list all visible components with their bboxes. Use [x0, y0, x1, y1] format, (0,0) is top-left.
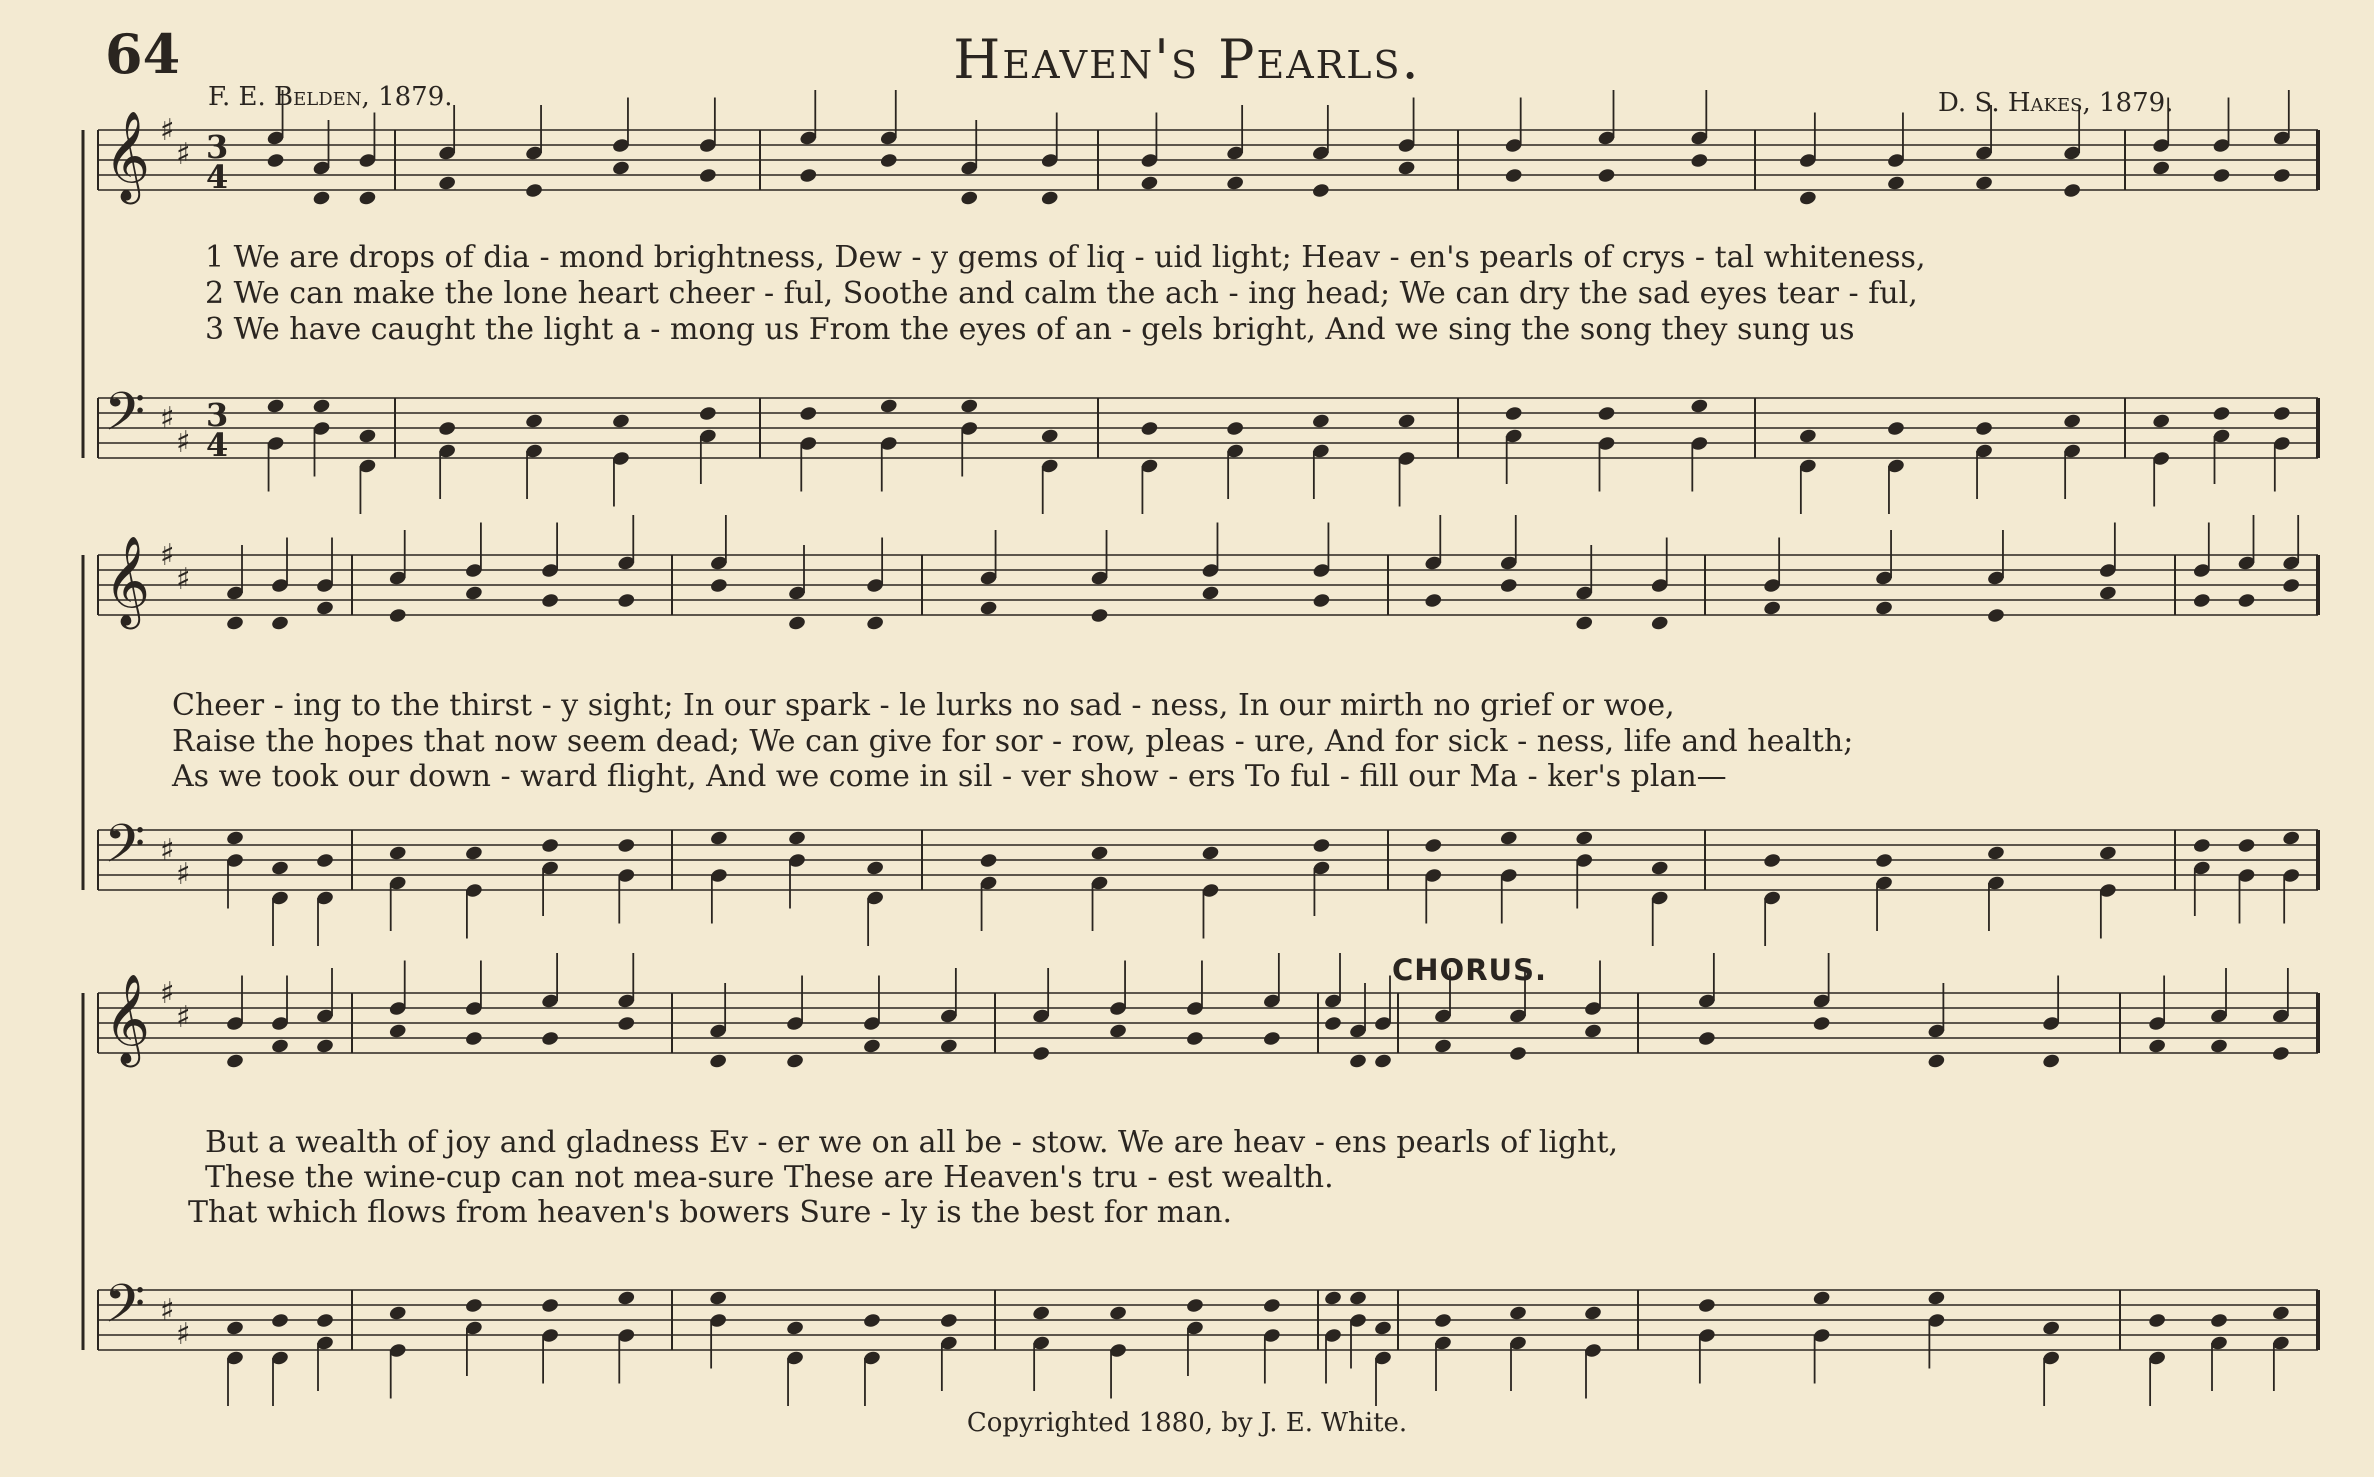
note-head [1201, 585, 1220, 602]
note-head [266, 152, 285, 169]
note-head [1185, 1030, 1204, 1047]
note-head [1433, 1038, 1452, 1055]
note-head [1108, 1023, 1127, 1040]
time-signature-bottom: 4 [206, 426, 229, 464]
treble-clef: 𝄞 [104, 111, 151, 201]
note-head [787, 615, 806, 632]
note-head [979, 600, 998, 617]
note-head [1226, 175, 1245, 192]
lyric-line: That which flows from heaven's bowers Sure - ly is the best for man. [188, 1195, 1232, 1230]
note-head [979, 852, 998, 869]
note-head [2192, 592, 2211, 609]
note-head [2237, 837, 2256, 854]
note-head [1927, 1053, 1946, 1070]
bass-clef: 𝄢 [104, 814, 146, 888]
note-head [1690, 398, 1709, 415]
treble-clef: 𝄞 [104, 974, 151, 1064]
note-head [1697, 1297, 1716, 1314]
bass-clef: 𝄢 [104, 1274, 146, 1348]
note-head [799, 167, 818, 184]
note-head [1090, 607, 1109, 624]
note-head [266, 398, 285, 415]
hymn-title: Heaven's Pearls. [953, 28, 1421, 91]
note-head [1974, 420, 1993, 437]
note-head [2272, 405, 2291, 422]
lyric-line: Raise the hopes that now seem dead; We can give for sor - row, pleas - ure, And for sick - ness, life and health; [172, 724, 1854, 759]
note-head [2209, 1312, 2228, 1329]
note-head [1140, 175, 1159, 192]
sharp-sign: ♯ [160, 1293, 175, 1328]
note-head [1927, 1290, 1946, 1307]
note-head [1226, 420, 1245, 437]
time-signature-bottom: 4 [206, 158, 229, 196]
note-head [1812, 1290, 1831, 1307]
note-head [1575, 615, 1594, 632]
note-head [1201, 845, 1220, 862]
note-head [1185, 1297, 1204, 1314]
note-head [1262, 1297, 1281, 1314]
note-head [1373, 1320, 1392, 1337]
note-head [1886, 420, 1905, 437]
note-head [2282, 830, 2301, 847]
note-head [315, 600, 334, 617]
note-head [1090, 845, 1109, 862]
note-head [1597, 405, 1616, 422]
note-head [862, 1312, 881, 1329]
sharp-sign: ♯ [160, 976, 175, 1011]
note-head [2271, 1045, 2290, 1062]
note-head [464, 845, 483, 862]
note-head [2148, 1038, 2167, 1055]
note-head [225, 1320, 244, 1337]
sharp-sign: ♯ [176, 857, 191, 892]
note-head [709, 1290, 728, 1307]
note-head [785, 1320, 804, 1337]
lyric-line: 2 We can make the lone heart cheer - ful, Soothe and calm the ach - ing head; We can dry the sad eyes tear - ful, [205, 276, 1918, 311]
note-head [1597, 167, 1616, 184]
sharp-sign: ♯ [176, 1317, 191, 1352]
note-head [1032, 1045, 1051, 1062]
note-head [1348, 1290, 1367, 1307]
note-head [698, 167, 717, 184]
note-head [524, 182, 543, 199]
sharp-sign: ♯ [176, 562, 191, 597]
note-head [1433, 1312, 1452, 1329]
note-head [1504, 405, 1523, 422]
note-head [358, 190, 377, 207]
note-head [1311, 182, 1330, 199]
lyric-line: As we took our down - ward flight, And we come in sil - ver show - ers To ful - fill our Ma - ker's plan— [172, 759, 1727, 794]
note-head [2152, 413, 2171, 430]
note-head [2063, 413, 2082, 430]
note-head [1504, 167, 1523, 184]
note-head [939, 1312, 958, 1329]
sharp-sign: ♯ [176, 1000, 191, 1035]
note-head [1798, 190, 1817, 207]
note-head [1583, 1023, 1602, 1040]
note-head [464, 585, 483, 602]
note-head [388, 1305, 407, 1322]
lyric-line: Cheer - ing to the thirst - y sight; In our spark - le lurks no sad - ness, In our mirth no grief or woe, [172, 688, 1675, 723]
composer-credit: D. S. Hakes, 1879. [1938, 88, 2174, 118]
lyric-line: 3 We have caught the light a - mong us From the eyes of an - gels bright, And we sing the song they sung us [205, 312, 1855, 347]
note-head [1323, 1015, 1342, 1032]
note-head [2212, 405, 2231, 422]
sharp-sign: ♯ [160, 538, 175, 573]
note-head [1397, 160, 1416, 177]
note-head [1040, 190, 1059, 207]
note-head [866, 615, 885, 632]
note-head [787, 830, 806, 847]
note-head [2272, 167, 2291, 184]
note-head [541, 1297, 560, 1314]
note-head [524, 413, 543, 430]
note-head [1312, 837, 1331, 854]
note-head [2192, 837, 2211, 854]
note-head [1874, 600, 1893, 617]
note-head [1583, 1305, 1602, 1322]
note-head [1886, 175, 1905, 192]
note-head [315, 1038, 334, 1055]
note-head [270, 860, 289, 877]
lyric-line: 1 We are drops of dia - mond brightness, Dew - y gems of liq - uid light; Heav - en's pearls of crys - tal whiteness, [205, 240, 1926, 275]
note-head [709, 830, 728, 847]
note-head [1650, 860, 1669, 877]
note-head [960, 190, 979, 207]
note-head [2237, 592, 2256, 609]
note-head [541, 1030, 560, 1047]
note-head [315, 852, 334, 869]
note-head [270, 615, 289, 632]
note-head [1508, 1045, 1527, 1062]
note-head [1040, 428, 1059, 445]
note-head [1575, 830, 1594, 847]
note-head [388, 1023, 407, 1040]
time-signature-top: 3 [206, 396, 229, 434]
note-head [1874, 852, 1893, 869]
note-head [270, 1038, 289, 1055]
note-head [939, 1038, 958, 1055]
note-head [2148, 1312, 2167, 1329]
note-head [2042, 1320, 2061, 1337]
note-head [866, 860, 885, 877]
note-head [1373, 1053, 1392, 1070]
lyric-line: These the wine-cup can not mea-sure These are Heaven's tru - est wealth. [205, 1160, 1334, 1195]
note-head [1348, 1053, 1367, 1070]
note-head [388, 845, 407, 862]
note-head [1397, 413, 1416, 430]
note-head [2152, 160, 2171, 177]
page-number: 64 [105, 22, 181, 86]
note-head [315, 1312, 334, 1329]
note-head [2212, 167, 2231, 184]
note-head [1986, 845, 2005, 862]
copyright-notice: Copyrighted 1880, by J. E. White. [966, 1408, 1408, 1438]
note-head [617, 592, 636, 609]
note-head [1508, 1305, 1527, 1322]
treble-clef: 𝄞 [104, 536, 151, 626]
note-head [1697, 1030, 1716, 1047]
note-head [1499, 577, 1518, 594]
note-head [799, 405, 818, 422]
note-head [1424, 837, 1443, 854]
note-head [541, 837, 560, 854]
note-head [1812, 1015, 1831, 1032]
note-head [464, 1030, 483, 1047]
note-head [312, 190, 331, 207]
sharp-sign: ♯ [176, 137, 191, 172]
note-head [611, 413, 630, 430]
note-head [1311, 413, 1330, 430]
note-head [1424, 592, 1443, 609]
note-head [225, 615, 244, 632]
note-head [358, 428, 377, 445]
time-signature-top: 3 [206, 128, 229, 166]
note-head [617, 1015, 636, 1032]
note-head [270, 1312, 289, 1329]
lyric-line: But a wealth of joy and gladness Ev - er we on all be - stow. We are heav - ens pearls of light, [205, 1125, 1619, 1160]
note-head [617, 1290, 636, 1307]
note-head [1986, 607, 2005, 624]
note-head [611, 160, 630, 177]
note-head [388, 607, 407, 624]
note-head [1108, 1305, 1127, 1322]
note-head [1032, 1305, 1051, 1322]
note-head [698, 405, 717, 422]
note-head [225, 830, 244, 847]
chorus-label: CHORUS. [1392, 953, 1547, 987]
note-head [2098, 845, 2117, 862]
lyricist-credit: F. E. Belden, 1879. [208, 82, 453, 112]
note-head [709, 577, 728, 594]
note-head [438, 420, 457, 437]
sharp-sign: ♯ [160, 113, 175, 148]
note-head [960, 398, 979, 415]
note-head [2271, 1305, 2290, 1322]
note-head [1763, 852, 1782, 869]
note-head [785, 1053, 804, 1070]
note-head [2063, 182, 2082, 199]
bass-clef: 𝄢 [104, 382, 146, 456]
note-head [464, 1297, 483, 1314]
note-head [1650, 615, 1669, 632]
sharp-sign: ♯ [160, 401, 175, 436]
note-head [1323, 1290, 1342, 1307]
note-head [1798, 428, 1817, 445]
note-head [541, 592, 560, 609]
note-head [2042, 1053, 2061, 1070]
note-head [1690, 152, 1709, 169]
note-head [2209, 1038, 2228, 1055]
note-head [438, 175, 457, 192]
note-head [862, 1038, 881, 1055]
note-head [879, 398, 898, 415]
sharp-sign: ♯ [160, 833, 175, 868]
note-head [1312, 592, 1331, 609]
note-head [1974, 175, 1993, 192]
note-head [879, 152, 898, 169]
note-head [709, 1053, 728, 1070]
note-head [2282, 577, 2301, 594]
note-head [1262, 1030, 1281, 1047]
note-head [1763, 600, 1782, 617]
note-head [1499, 830, 1518, 847]
sharp-sign: ♯ [176, 425, 191, 460]
note-head [225, 1053, 244, 1070]
note-head [617, 837, 636, 854]
note-head [312, 398, 331, 415]
note-head [2098, 585, 2117, 602]
note-head [1140, 420, 1159, 437]
